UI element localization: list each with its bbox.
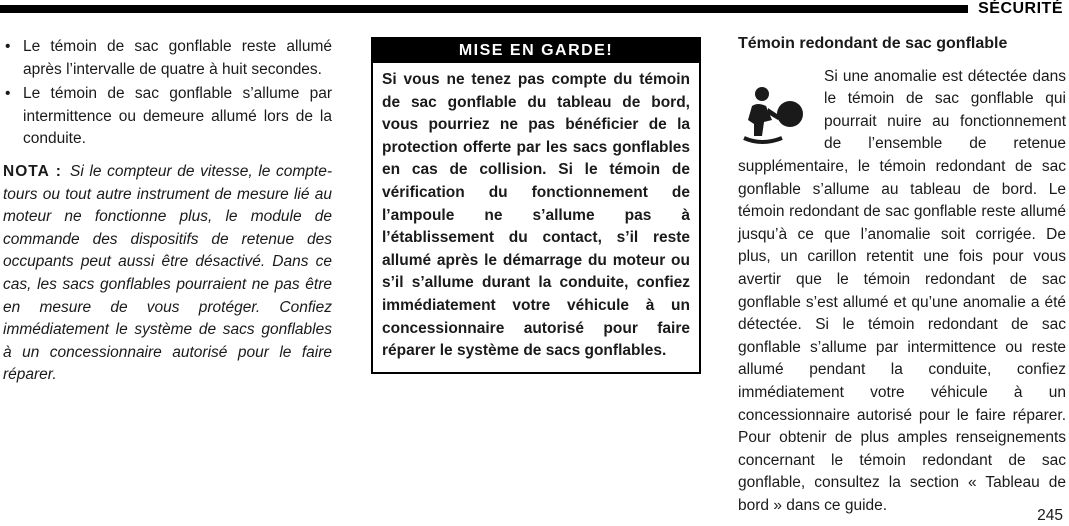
note-label: NOTA :: [3, 162, 62, 180]
bullet-text: Le témoin de sac gonflable reste allumé après l’intervalle de quatre à huit secondes.: [23, 38, 332, 78]
list-item: [3, 83, 332, 151]
bullet-text: Le témoin de sac gonflable s’allume par intermittence ou demeure allumé lors de la conduite.: [23, 85, 332, 148]
body-paragraph: [738, 66, 1066, 518]
section-title: SÉCURITÉ: [978, 0, 1063, 17]
right-column: [738, 33, 1066, 517]
warning-box: [371, 37, 701, 374]
section-heading: Témoin redondant de sac gonflable: [738, 35, 1008, 52]
header-rule: [0, 5, 968, 13]
bullet-icon: •: [5, 85, 11, 103]
left-column: [3, 36, 332, 387]
warning-body: Si vous ne tenez pas compte du témoin de sac gonflable du tableau de bord, vous pourriez ne pas bénéficier de la protection offerte par les sacs gonflables en cas de collision. Si le témoin de vérification du fonctionnement de l’ampoule ne s’allume pas à l’établissement du contact, s’il reste allumé après le démarrage du moteur ou s’il s’allume durant la conduite, confiez immédiatement votre véhicule à un concessionnaire autorisé pour faire réparer le système de sacs gonflables.: [382, 71, 690, 360]
warning-title: MISE EN GARDE!: [373, 39, 699, 63]
airbag-warning-icon: [738, 80, 814, 150]
bullet-icon: •: [5, 38, 11, 55]
body-text: Si une anomalie est détectée dans le témoin de sac gonflable qui pourrait nuire au fonctionnement de l’ensemble de retenue supplémentaire, le témoin redondant de sac gonflable s’allume au tableau de bord. Le témoin redondant de sac gonflable reste allumé jusqu’à ce que l’anomalie soit corrigée. De plus, un carillon retentit une fois pour vous avertir que le témoin redondant de sac gonflable s’est allumé et qu’une anomalie a été détectée. Si le témoin redondant de sac gonflable s’allume par intermittence ou reste allumé pendant la conduite, confiez immédiatement votre véhicule à un concessionnaire autorisé pour le faire réparer. Pour obtenir de plus amples renseignements concernant le témoin redondant de sac gonflable, consultez la section « Tableau de bord » dans ce guide.: [738, 67, 1066, 514]
page-number: 245: [1037, 507, 1063, 524]
note-text: Si le compteur de vitesse, le compte-tours ou tout autre instrument de mesure lié au moteur ne fonctionne plus, le module de commande des dispositifs de retenue des occupants peut aussi être désactivé. Dans ce cas, les sacs gonflables pourraient ne pas être en mesure de vous protéger. Confiez immédiatement le système de sacs gonflables à un concessionnaire autorisé pour le faire réparer.: [3, 162, 333, 384]
warning-column: [371, 37, 701, 374]
list-item: [3, 36, 332, 81]
note-paragraph: [3, 161, 332, 387]
